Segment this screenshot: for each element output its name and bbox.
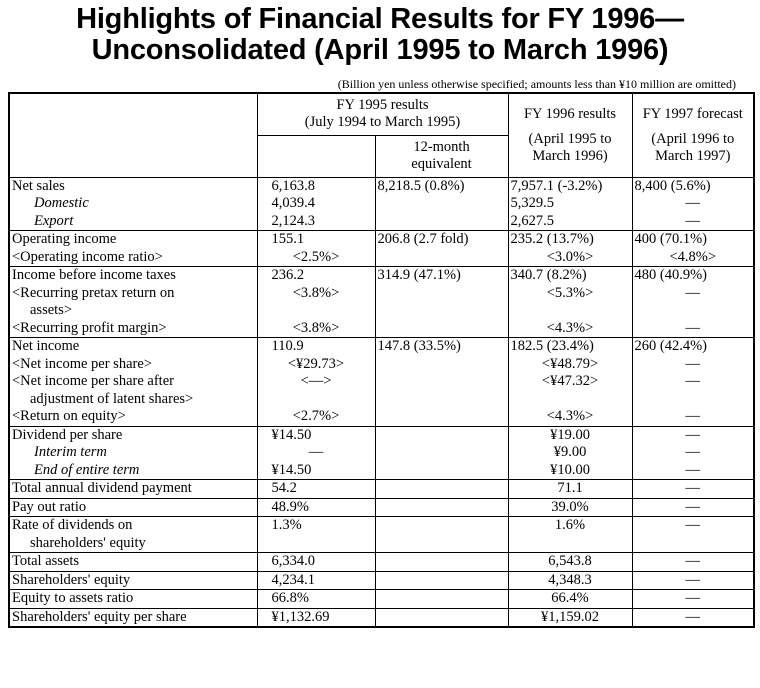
cell-label: Interim term	[9, 444, 257, 462]
header-blank-fy95	[257, 135, 375, 177]
cell-fy96: 340.7 (8.2%)	[508, 267, 632, 285]
cell-fy95: 66.8%	[257, 590, 375, 609]
cell-fy95	[257, 391, 375, 409]
cell-label: <Net income per share>	[9, 356, 257, 374]
table-row	[9, 498, 754, 517]
cell-fy95: 4,039.4	[257, 195, 375, 213]
cell-fy97: —	[632, 373, 754, 391]
cell-fy96: 66.4%	[508, 590, 632, 609]
cell-eq: 206.8 (2.7 fold)	[375, 231, 508, 249]
header-fy1997-label: FY 1997 forecast	[642, 105, 743, 122]
cell-fy95: 2,124.3	[257, 213, 375, 231]
cell-label: assets>	[9, 302, 257, 320]
cell-fy97: 8,400 (5.6%)	[632, 177, 754, 195]
cell-fy96: <5.3%>	[508, 285, 632, 303]
cell-fy96: <4.3%>	[508, 408, 632, 426]
header-equivalent-2: equivalent	[411, 156, 472, 172]
cell-fy96: 39.0%	[508, 498, 632, 517]
cell-fy95: <—>	[257, 373, 375, 391]
header-fy1996	[508, 93, 632, 177]
cell-fy95: ¥14.50	[257, 462, 375, 480]
cell-label: Shareholders' equity per share	[9, 608, 257, 627]
cell-fy96: 182.5 (23.4%)	[508, 338, 632, 356]
header-fy1995-label: FY 1995 results	[336, 97, 429, 114]
cell-label: Domestic	[9, 195, 257, 213]
cell-fy97: —	[632, 462, 754, 480]
cell-fy97: —	[632, 517, 754, 535]
table-row	[9, 571, 754, 590]
cell-label: Export	[9, 213, 257, 231]
cell-fy95	[257, 302, 375, 320]
table-row	[9, 320, 754, 338]
header-equivalent	[375, 135, 508, 177]
table-row	[9, 517, 754, 535]
table-row	[9, 177, 754, 195]
table-row	[9, 408, 754, 426]
cell-label: <Operating income ratio>	[9, 249, 257, 267]
cell-label: Dividend per share	[9, 426, 257, 444]
cell-fy97: —	[632, 608, 754, 627]
cell-fy97: 400 (70.1%)	[632, 231, 754, 249]
cell-label: Pay out ratio	[9, 498, 257, 517]
header-fy1997-period-2: March 1997)	[655, 147, 731, 164]
cell-fy97: —	[632, 195, 754, 213]
cell-fy97: —	[632, 426, 754, 444]
cell-eq	[375, 302, 508, 320]
cell-fy97: —	[632, 480, 754, 499]
cell-fy95: <¥29.73>	[257, 356, 375, 374]
cell-label: Net sales	[9, 177, 257, 195]
cell-eq	[375, 356, 508, 374]
cell-fy96: 235.2 (13.7%)	[508, 231, 632, 249]
cell-eq	[375, 590, 508, 609]
cell-eq: 314.9 (47.1%)	[375, 267, 508, 285]
cell-fy97: —	[632, 590, 754, 609]
cell-label: Net income	[9, 338, 257, 356]
cell-fy95: ¥1,132.69	[257, 608, 375, 627]
cell-eq	[375, 285, 508, 303]
cell-fy97: <4.8%>	[632, 249, 754, 267]
cell-eq	[375, 373, 508, 391]
cell-fy96: 6,543.8	[508, 553, 632, 572]
cell-fy97: 480 (40.9%)	[632, 267, 754, 285]
table-row	[9, 356, 754, 374]
table-row	[9, 553, 754, 572]
table-row	[9, 462, 754, 480]
cell-fy96: ¥9.00	[508, 444, 632, 462]
cell-fy95: 110.9	[257, 338, 375, 356]
cell-fy96: ¥1,159.02	[508, 608, 632, 627]
table-row	[9, 302, 754, 320]
cell-fy96: 2,627.5	[508, 213, 632, 231]
cell-fy95: <2.7%>	[257, 408, 375, 426]
header-fy1997-period-1: (April 1996 to	[651, 130, 735, 147]
cell-eq	[375, 408, 508, 426]
cell-label: Rate of dividends on	[9, 517, 257, 535]
cell-fy96: 5,329.5	[508, 195, 632, 213]
cell-label: Equity to assets ratio	[9, 590, 257, 609]
cell-label: End of entire term	[9, 462, 257, 480]
cell-eq	[375, 320, 508, 338]
financial-results-table	[8, 92, 755, 628]
cell-eq	[375, 535, 508, 553]
cell-fy95: <2.5%>	[257, 249, 375, 267]
cell-eq	[375, 553, 508, 572]
table-row	[9, 608, 754, 627]
table-row	[9, 426, 754, 444]
header-fy1995-period: (July 1994 to March 1995)	[304, 114, 461, 131]
cell-fy97: —	[632, 444, 754, 462]
cell-eq	[375, 195, 508, 213]
cell-eq	[375, 249, 508, 267]
cell-fy97: —	[632, 213, 754, 231]
cell-fy97: 260 (42.4%)	[632, 338, 754, 356]
cell-fy95: ¥14.50	[257, 426, 375, 444]
cell-label: <Recurring pretax return on	[9, 285, 257, 303]
cell-label: Total annual dividend payment	[9, 480, 257, 499]
table-row	[9, 231, 754, 249]
table-row	[9, 213, 754, 231]
title-line-2: Unconsolidated (April 1995 to March 1996)	[91, 34, 669, 66]
cell-fy95: 48.9%	[257, 498, 375, 517]
cell-fy97: —	[632, 571, 754, 590]
cell-fy96: <¥47.32>	[508, 373, 632, 391]
cell-label: Income before income taxes	[9, 267, 257, 285]
cell-fy95: 4,234.1	[257, 571, 375, 590]
cell-eq	[375, 391, 508, 409]
cell-fy96: 1.6%	[508, 517, 632, 535]
cell-fy96: 4,348.3	[508, 571, 632, 590]
cell-fy97: —	[632, 553, 754, 572]
cell-fy96: 7,957.1 (-3.2%)	[508, 177, 632, 195]
cell-fy97: —	[632, 320, 754, 338]
cell-eq	[375, 444, 508, 462]
cell-eq	[375, 608, 508, 627]
cell-fy97: —	[632, 285, 754, 303]
cell-eq	[375, 517, 508, 535]
header-fy1996-period-1: (April 1995 to	[528, 130, 612, 147]
cell-fy97	[632, 302, 754, 320]
cell-fy97: —	[632, 356, 754, 374]
cell-fy95: 236.2	[257, 267, 375, 285]
cell-fy96: ¥10.00	[508, 462, 632, 480]
title-line-1: Highlights of Financial Results for FY 1996—	[76, 3, 684, 35]
cell-label: shareholders' equity	[9, 535, 257, 553]
header-equivalent-1: 12-month	[413, 139, 470, 155]
cell-fy95: —	[257, 444, 375, 462]
cell-fy97	[632, 391, 754, 409]
cell-fy96: <¥48.79>	[508, 356, 632, 374]
cell-label: <Recurring profit margin>	[9, 320, 257, 338]
header-fy1996-label: FY 1996 results	[523, 105, 617, 122]
cell-fy95	[257, 535, 375, 553]
cell-fy95: 155.1	[257, 231, 375, 249]
cell-fy96: <4.3%>	[508, 320, 632, 338]
cell-label: adjustment of latent shares>	[9, 391, 257, 409]
header-fy1995	[257, 93, 508, 135]
cell-fy95: <3.8%>	[257, 320, 375, 338]
table-row	[9, 195, 754, 213]
table-row	[9, 338, 754, 356]
cell-eq: 8,218.5 (0.8%)	[375, 177, 508, 195]
page-title	[0, 4, 760, 66]
cell-fy96	[508, 535, 632, 553]
cell-fy96	[508, 302, 632, 320]
cell-label: <Return on equity>	[9, 408, 257, 426]
cell-fy96	[508, 391, 632, 409]
table-row	[9, 444, 754, 462]
cell-fy95: <3.8%>	[257, 285, 375, 303]
cell-fy97: —	[632, 498, 754, 517]
table-row	[9, 535, 754, 553]
cell-fy95: 6,334.0	[257, 553, 375, 572]
cell-fy96: 71.1	[508, 480, 632, 499]
cell-fy96: <3.0%>	[508, 249, 632, 267]
header-blank	[9, 93, 257, 177]
cell-label: Total assets	[9, 553, 257, 572]
cell-label: Shareholders' equity	[9, 571, 257, 590]
cell-fy96: ¥19.00	[508, 426, 632, 444]
cell-eq	[375, 462, 508, 480]
table-row	[9, 267, 754, 285]
table-row	[9, 480, 754, 499]
cell-eq	[375, 480, 508, 499]
cell-label: Operating income	[9, 231, 257, 249]
cell-fy97: —	[632, 408, 754, 426]
cell-eq: 147.8 (33.5%)	[375, 338, 508, 356]
table-row	[9, 391, 754, 409]
table-row	[9, 249, 754, 267]
table-row	[9, 285, 754, 303]
table-row	[9, 373, 754, 391]
header-fy1997	[632, 93, 754, 177]
cell-label: <Net income per share after	[9, 373, 257, 391]
cell-eq	[375, 426, 508, 444]
cell-eq	[375, 571, 508, 590]
header-fy1996-period-2: March 1996)	[532, 147, 608, 164]
table-row	[9, 590, 754, 609]
cell-fy95: 54.2	[257, 480, 375, 499]
cell-fy97	[632, 535, 754, 553]
cell-eq	[375, 498, 508, 517]
cell-fy95: 1.3%	[257, 517, 375, 535]
units-note: (Billion yen unless otherwise specified; amounts less than ¥10 million are omitted)	[337, 77, 736, 91]
cell-fy95: 6,163.8	[257, 177, 375, 195]
table-body	[9, 177, 754, 627]
cell-eq	[375, 213, 508, 231]
